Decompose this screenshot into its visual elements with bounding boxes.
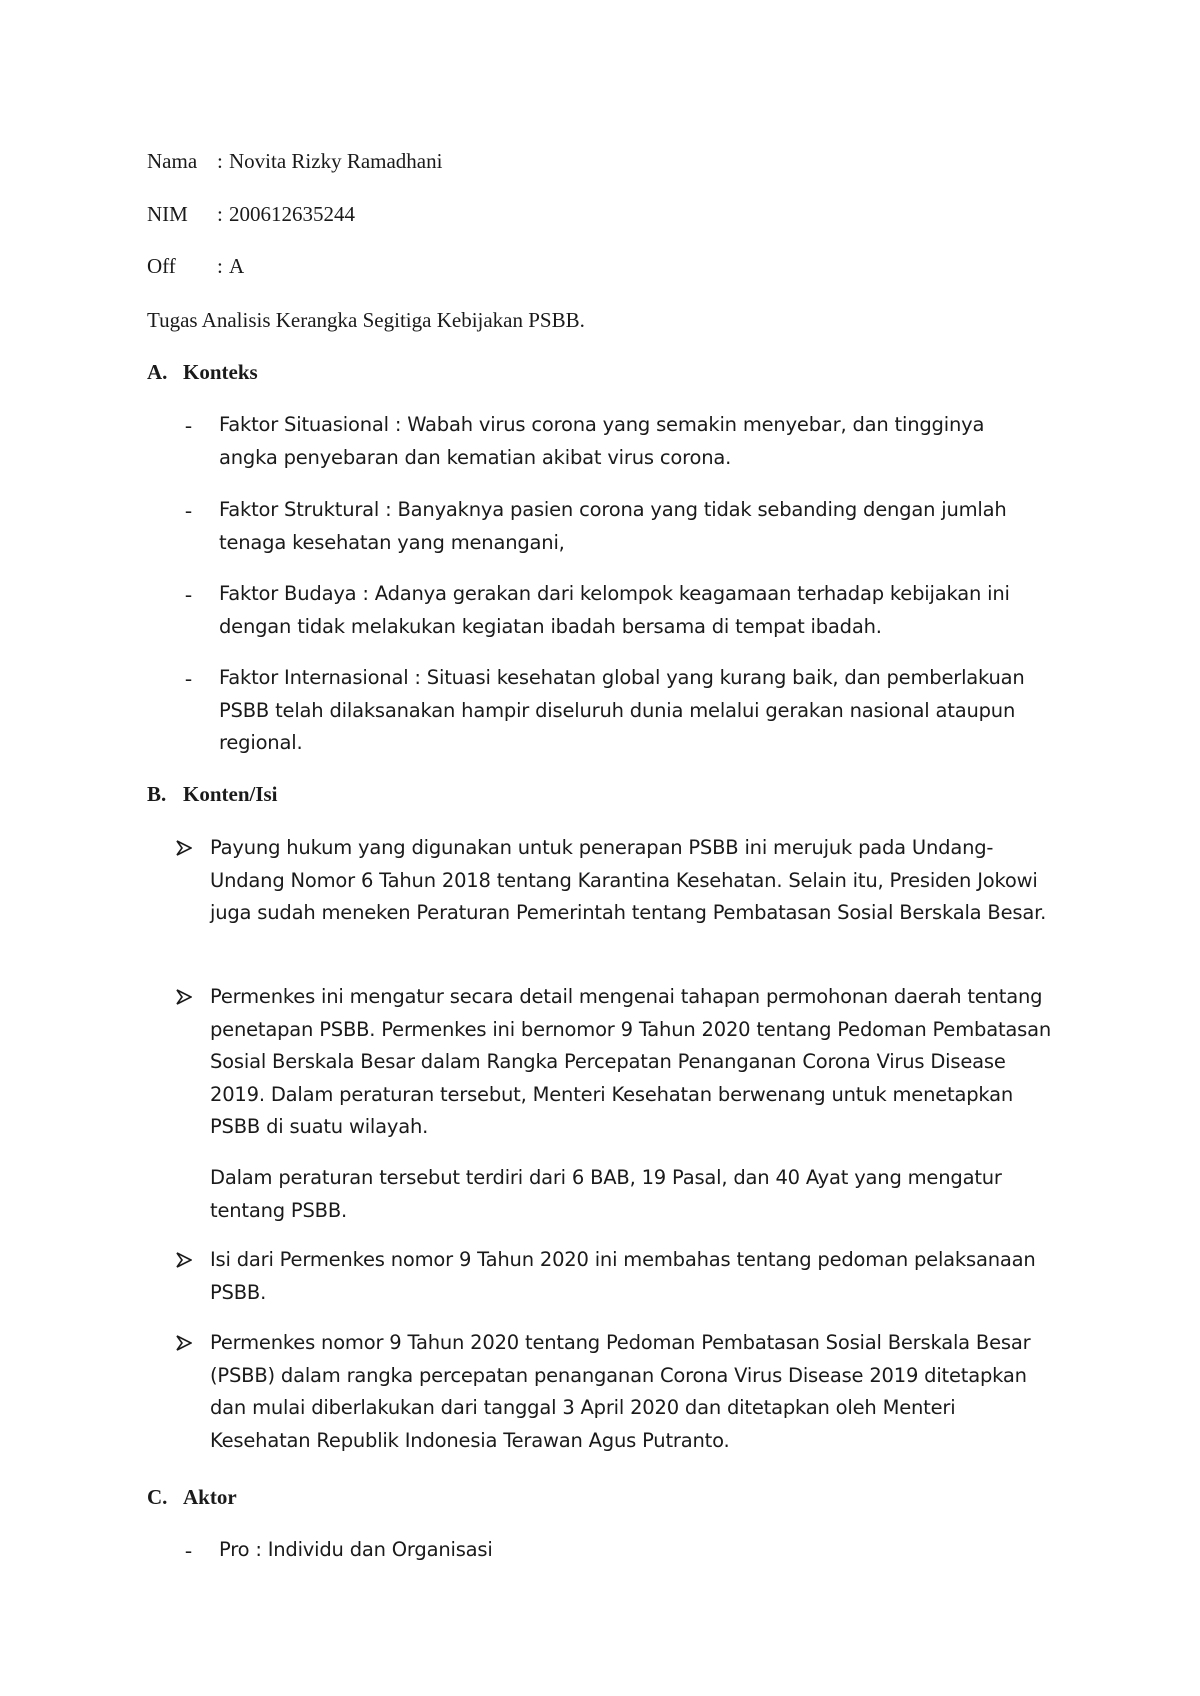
list-item-text: Permenkes nomor 9 Tahun 2020 tentang Pedoman Pembatasan Sosial Berskala Besar (PSBB) dalam rangka percepatan penanganan Corona Virus Disease 2019 ditetapkan dan mulai diberlakukan dari tanggal 3 April 2020 dan ditetapkan oleh Menteri Kesehatan Republik Indonesia Terawan Agus Putranto. [210,1331,1031,1452]
list-item-text: Permenkes ini mengatur secara detail mengenai tahapan permohonan daerah tentang penetapan PSBB. Permenkes ini bernomor 9 Tahun 2020 tentang Pedoman Pembatasan Sosial Berskala Besar dalam Rangka Percepatan Penanganan Corona Virus Disease 2019. Dalam peraturan tersebut, Menteri Kesehatan berwenang untuk menetapkan PSBB di suatu wilayah. [210,985,1052,1138]
list-item [185,578,1045,643]
arrow-bullet-icon [176,840,192,856]
dash-bullet: - [185,1538,192,1562]
dash-bullet: - [185,413,192,437]
list-item [174,1244,1054,1309]
section-b-paragraph: Dalam peraturan tersebut terdiri dari 6 BAB, 19 Pasal, dan 40 Ayat yang mengatur tentang PSBB. [210,1166,1002,1222]
dash-bullet: - [185,582,192,606]
list-item-text: Faktor Budaya : Adanya gerakan dari kelompok keagamaan terhadap kebijakan ini dengan tidak melakukan kegiatan ibadah bersama di tempat ibadah. [219,582,1010,638]
list-item [174,832,1054,930]
list-item-text: Pro : Individu dan Organisasi [219,1538,493,1561]
nama-label: Nama [147,149,198,173]
nim-colon: : [217,202,223,226]
section-c-heading [147,1482,237,1512]
nama-value: Novita Rizky Ramadhani [229,149,443,173]
section-a-letter: A. [147,360,168,384]
off-value: A [229,254,245,278]
list-item [185,662,1045,760]
list-item-text: Payung hukum yang digunakan untuk penerapan PSBB ini merujuk pada Undang-Undang Nomor 6 Tahun 2018 tentang Karantina Kesehatan. Selain itu, Presiden Jokowi juga sudah meneken Peraturan Pemerintah tentang Pembatasan Sosial Berskala Besar. [210,836,1047,924]
nim-row [147,199,355,229]
nim-label: NIM [147,202,188,226]
list-item [185,409,1045,474]
list-item [185,494,1045,559]
list-item-text: Faktor Internasional : Situasi kesehatan global yang kurang baik, dan pemberlakuan PSBB telah dilaksanakan hampir diseluruh dunia melalui gerakan nasional ataupun regional. [219,666,1025,754]
section-c-letter: C. [147,1485,168,1509]
dash-bullet: - [185,666,192,690]
arrow-bullet-icon [176,1335,192,1351]
arrow-bullet-icon [176,989,192,1005]
off-label: Off [147,254,176,278]
arrow-bullet-icon [176,1252,192,1268]
nama-row [147,146,442,176]
section-b-heading [147,779,278,809]
section-a-heading [147,357,258,387]
dash-bullet: - [185,498,192,522]
section-c-title: Aktor [183,1485,237,1509]
list-item [174,981,1054,1144]
section-b-letter: B. [147,782,167,806]
nama-colon: : [217,149,223,173]
list-item-text: Faktor Situasional : Wabah virus corona yang semakin menyebar, dan tingginya angka penyebaran dan kematian akibat virus corona. [219,413,985,469]
task-title: Tugas Analisis Kerangka Segitiga Kebijakan PSBB. [147,308,585,332]
list-item-text: Isi dari Permenkes nomor 9 Tahun 2020 ini membahas tentang pedoman pelaksanaan PSBB. [210,1248,1036,1304]
list-item [185,1534,1045,1567]
section-a-title: Konteks [183,360,258,384]
list-item [174,1327,1054,1457]
list-item-text: Faktor Struktural : Banyaknya pasien corona yang tidak sebanding dengan jumlah tenaga kesehatan yang menangani, [219,498,1007,554]
nim-value: 200612635244 [229,202,355,226]
off-row [147,251,244,281]
off-colon: : [217,254,223,278]
section-b-title: Konten/Isi [183,782,278,806]
